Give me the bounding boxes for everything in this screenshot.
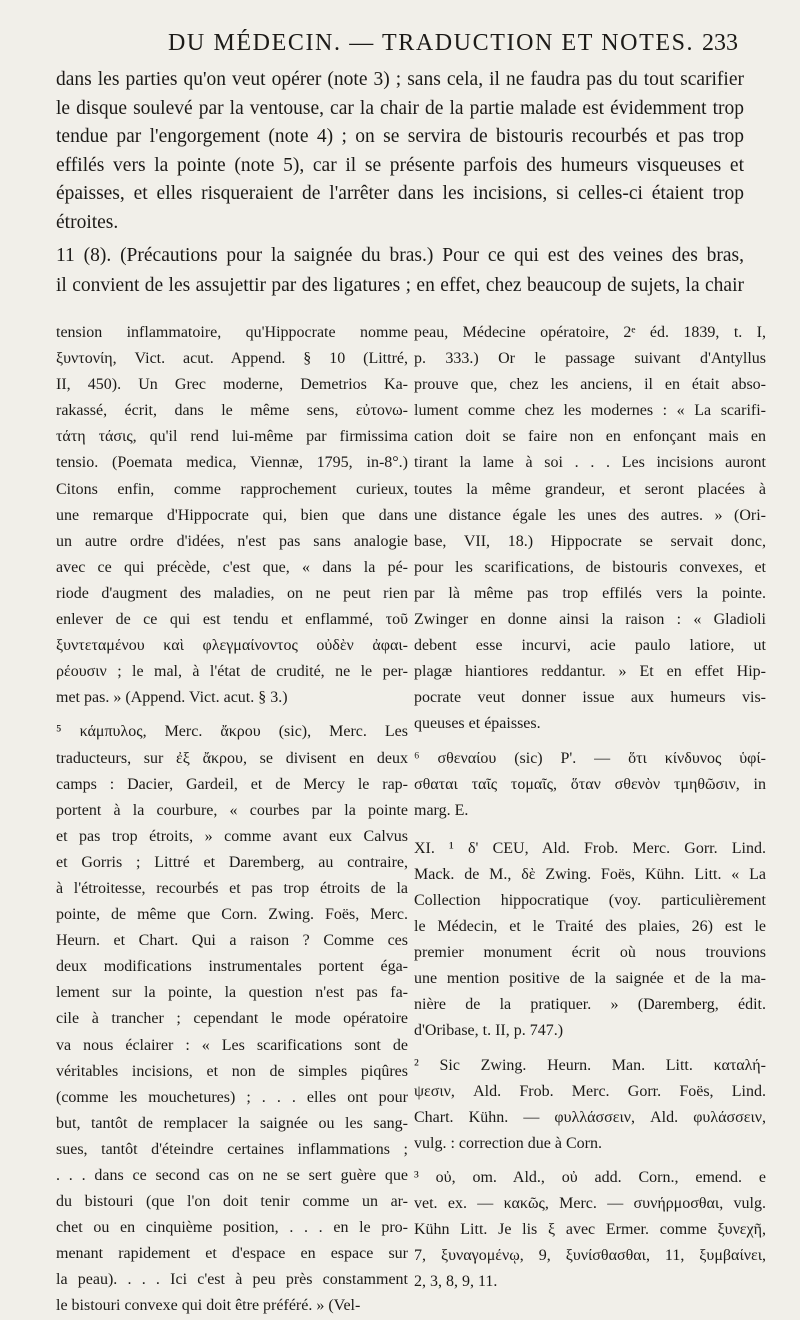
text-line: base, VII, 18.) Hippocrate se servait donc, [414,532,766,550]
text-line: avec ce qui précède, c'est que, « dans la pé- [56,558,408,576]
text-line: une distance égale les unes des autres. » (Ori- [414,506,766,524]
text-line: Zwinger en donne ainsi la raison : « Gladioli [414,611,766,629]
text-line: cation doit se faire non en enfonçant mais en [414,428,766,446]
main-text-section-11 [56,241,744,301]
text-line: le Médecin, et le Traité des plaies, 26) est le [414,918,766,936]
footnote-gap [414,738,766,746]
text-line: d'Oribase, t. II, p. 747.) [414,1022,564,1040]
text-line: une remarque d'Hippocrate qui, bien que dans [56,506,408,524]
text-line: lement sur la pointe, la question n'est pas fa- [56,984,408,1002]
text-line: et pas trop étroits, » comme avant eux Calvus [56,827,408,845]
text-line: va nous éclairer : « Les scarifications sont de [56,1036,408,1054]
text-line: prouve que, chez les anciens, il en était abso- [414,376,766,394]
text-line: Kühn Litt. Je lis ξ avec Ermer. comme ξυνεχῆ, [414,1221,766,1239]
text-line: une mention positive de la saignée et de la ma- [414,970,766,988]
footnote-gap [56,711,408,719]
text-line: debent esse incurvi, acie paulo latiore, ut [414,637,766,655]
text-line: ⁶ σθεναίου (sic) P'. — ὅτι κίνδυνος ὑφί- [414,749,766,767]
text-line: il convient de les assujettir par des ligatures ; en effet, chez beaucoup de sujets, la chair [56,275,744,296]
text-line: effilés vers la pointe (note 5), car il se présente parfois des humeurs visqueuses et [56,154,744,176]
page-header [0,30,800,60]
text-line: . . . dans ce second cas on ne se sert guère que [56,1167,408,1184]
running-title: DU MÉDECIN. — TRADUCTION ET NOTES. [168,30,695,56]
main-text-continuation [56,66,744,238]
text-line: premier monument écrit où nous trouvions [414,944,766,962]
text-line: par là même pas trop effilés vers la pointe. [414,584,766,602]
footnotes-right-column [414,320,766,1295]
text-line: un autre ordre d'idées, n'est pas sans analogie [56,532,408,550]
text-line: rakassé, écrit, dans le même sens, εὐτονω- [56,402,408,420]
text-line: plagæ hiantiores reddantur. » Et en effet Hip- [414,663,766,681]
text-line: Heurn. et Chart. Qui a raison ? Comme ces [56,932,408,950]
footnotes-left-column [56,320,408,1320]
text-line: ξυντεταμένου καὶ φλεγμαίνοντος οὐδὲν ἀφαι- [56,637,408,655]
footnotes-right-part-b [414,836,766,1296]
text-line: sues, tantôt d'éteindre certaines inflammations ; [56,1140,408,1158]
text-line: à l'étroitesse, recourbés et pas trop étroits de la [56,879,408,897]
text-line: tendue par l'engorgement (note 4) ; on se servira de bistouris recourbés et pas trop [56,126,744,148]
text-line: met pas. » (Append. Vict. acut. § 3.) [56,689,288,707]
text-line: II, 450). Un Grec moderne, Demetrios Ka- [56,376,408,394]
text-line: et Gorris ; Littré et Daremberg, au contraire, [56,853,408,871]
text-line: dans les parties qu'on veut opérer (note 3) ; sans cela, il ne faudra pas du tout scarifier [56,69,744,90]
text-line: lument comme chez les modernes : « La scarifi- [414,402,766,420]
text-line: tirant la lame à soi . . . Les incisions auront [414,454,766,472]
page-number: 233 [702,30,738,56]
text-line: τάτη τάσις, qu'il rend lui-même par firmissima [56,428,408,446]
text-line: XI. ¹ δ' CEU, Ald. Frob. Merc. Gorr. Lind. [414,839,766,857]
text-line: Citons enfin, comme rapprochement curieux, [56,480,408,498]
text-line: pointe, de même que Corn. Zwing. Foës, Merc. [56,906,408,924]
text-line: ³ οὐ, om. Ald., οὐ add. Corn., emend. e [414,1168,766,1186]
text-line: épaisses, et elles risqueraient de l'arrêter dans les incisions, si celles-ci étaient trop [56,183,744,205]
footnote-gap [414,1157,766,1165]
text-line: pour les scarifications, de bistouris convexes, et [414,558,766,576]
text-line: deux modifications instrumentales portent éga- [56,958,408,976]
text-line: riode d'augment des maladies, on ne peut rien [56,584,408,602]
text-line: (comme les mouchetures) ; . . . elles ont pour [56,1088,408,1106]
text-line: camps : Dacier, Gardeil, et de Mercy le rap- [56,775,408,793]
footnotes-right-part-a [414,320,766,824]
text-line: enlever de ce qui est tendu et enflammé, τοῦ [56,611,408,629]
text-line: tensio. (Poemata medica, Viennæ, 1795, in-8°.) [56,454,408,472]
text-line: Collection hippocratique (voy. particulièrement [414,891,766,909]
text-line: le disque soulevé par la ventouse, car la chair de la partie malade est évidemment trop [56,97,744,119]
text-line: but, tantôt de remplacer la saignée ou les sang- [56,1114,408,1132]
text-line: chet ou en cinquième position, . . . en le pro- [56,1219,408,1237]
text-line: 11 (8). (Précautions pour la saignée du bras.) Pour ce qui est des veines des bras, [56,245,744,266]
text-line: cile à trancher ; cependant le mode opératoire [56,1010,408,1028]
text-line: 7, ξυναγομένῳ, 9, ξυνίσθασθαι, 11, ξυμβαίνει, [414,1247,766,1265]
text-line: ² Sic Zwing. Heurn. Man. Litt. καταλή- [414,1056,766,1074]
text-line: Chart. Kühn. — φυλλάσσειν, Ald. φυλάσσειν, [414,1108,766,1126]
text-line: la peau). . . . Ici c'est à peu près constamment [56,1271,408,1289]
text-line: queuses et épaisses. [414,715,541,733]
footnote-gap [414,824,766,836]
text-line: p. 333.) Or le passage suivant d'Antyllus [414,350,766,368]
text-line: vet. ex. — κακῶς, Merc. — συνήρμοσθαι, vulg. [414,1195,766,1212]
text-line: σθαται ταῖς τομαῖς, ὅταν σθενὸν τμηθῶσιν, in [414,775,766,793]
text-line: pocrate veut donner issue aux humeurs vis- [414,689,766,707]
text-line: ξυντονίη, Vict. acut. Append. § 10 (Littré, [56,350,408,368]
text-line: le bistouri convexe qui doit être préféré. » (Vel- [56,1297,361,1315]
text-line: peau, Médecine opératoire, 2ᵉ éd. 1839, t. I, [414,324,766,341]
text-line: toutes la même grandeur, et seront placées à [414,480,766,498]
text-line: tension inflammatoire, qu'Hippocrate nomme [56,324,408,341]
text-line: 2, 3, 8, 9, 11. [414,1273,498,1291]
text-line: ⁵ κάμπυλος, Merc. ἄκρου (sic), Merc. Les [56,723,408,741]
text-line: portent à la courbure, « courbes par la pointe [56,801,408,819]
text-line: nière de la pratiquer. » (Daremberg, édit. [414,996,766,1014]
text-line: ψεσιν, Ald. Frob. Merc. Gorr. Foës, Lind. [414,1082,766,1100]
text-line: véritables incisions, et non de simples piqûres [56,1062,408,1080]
text-line: vulg. : correction due à Corn. [414,1134,602,1152]
text-line: marg. E. [414,801,469,819]
text-line: Mack. de M., δὲ Zwing. Foës, Kühn. Litt. « La [414,865,766,883]
footnote-gap [414,1045,766,1053]
text-line: traducteurs, sur ἐξ ἄκρου, se divisent en deux [56,749,408,767]
text-line: étroites. [56,211,119,233]
text-line: du bistouri (que l'on doit tenir comme un ar- [56,1193,408,1211]
text-line: menant rapidement et d'espace en espace sur [56,1245,408,1263]
text-line: ρέουσιν ; le mal, à l'état de crudité, ne le per- [56,663,408,681]
